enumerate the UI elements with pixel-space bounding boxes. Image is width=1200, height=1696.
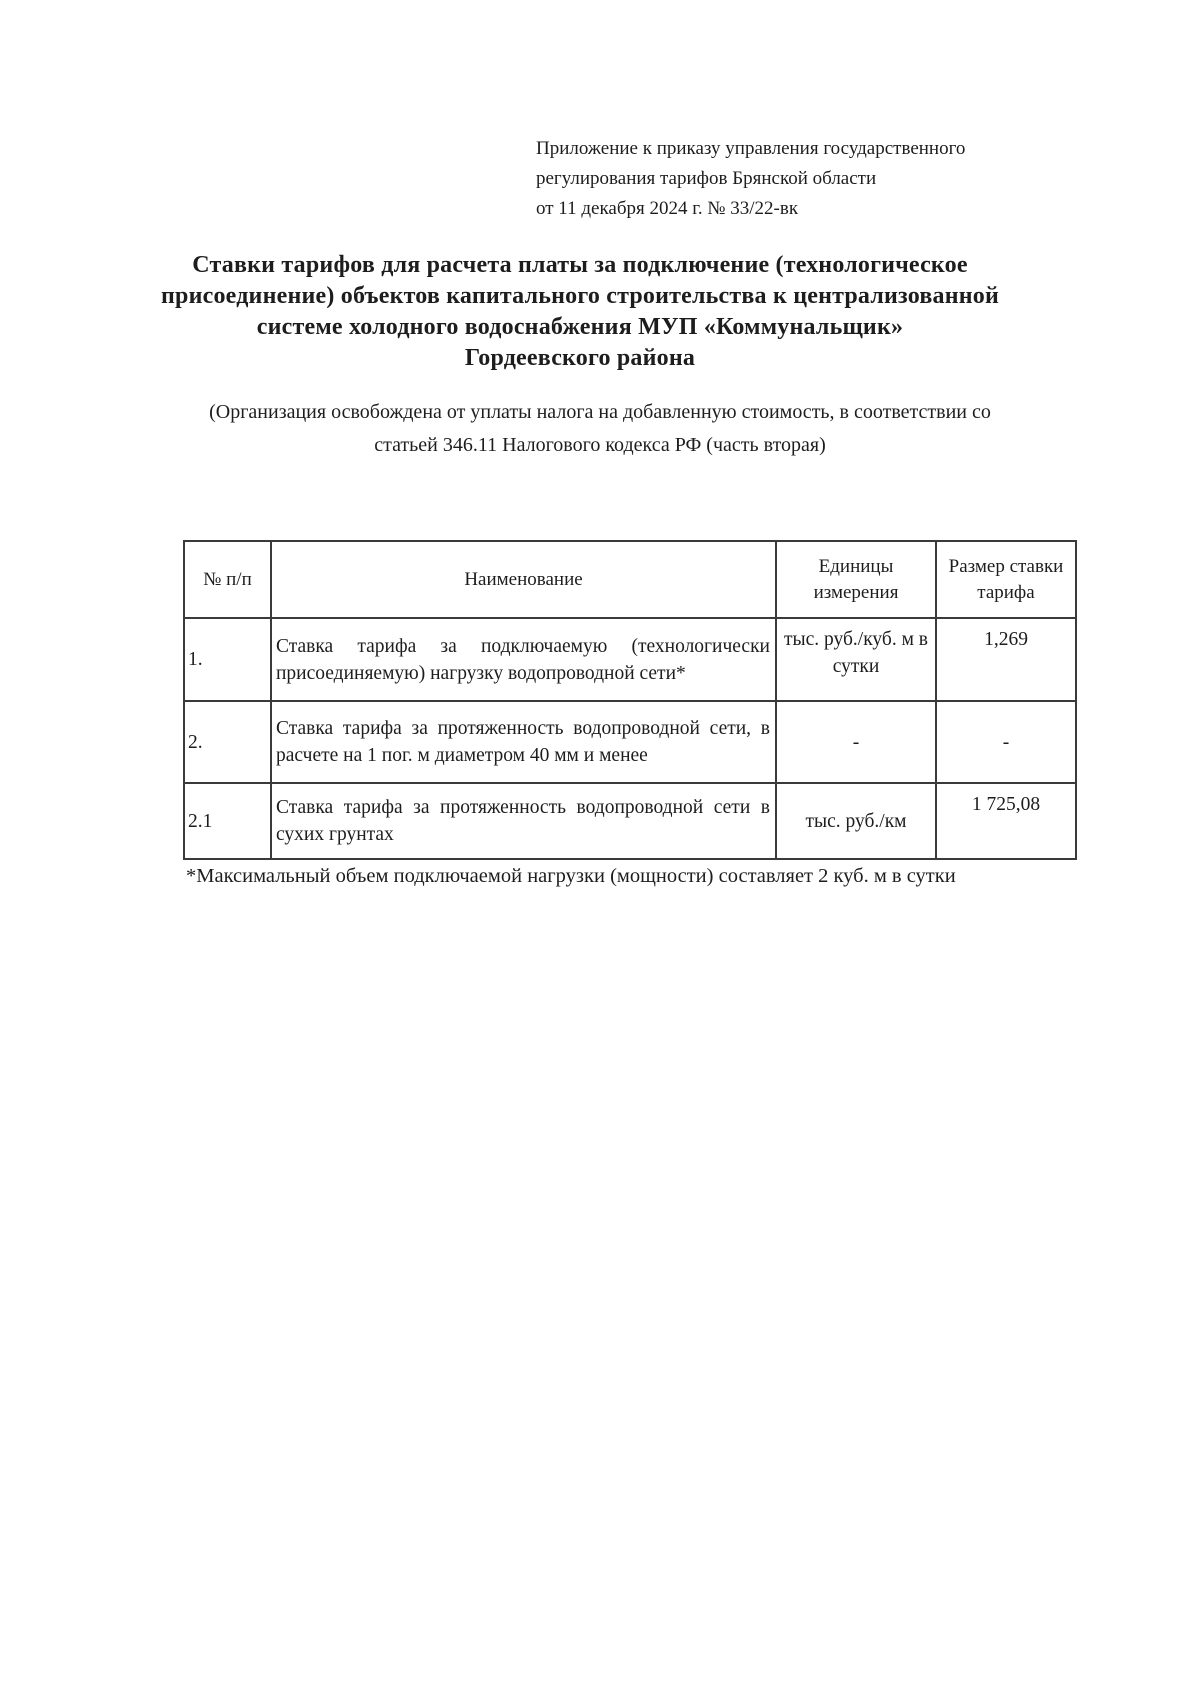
row-number: 2.1 <box>184 783 271 859</box>
row-units: тыс. руб./км <box>776 783 936 859</box>
footnote: *Максимальный объем подключаемой нагрузки (мощности) составляет 2 куб. м в сутки <box>186 865 956 887</box>
row-units: - <box>776 701 936 783</box>
document-title-line-2: присоединение) объектов капитального строительства к централизованной <box>161 283 999 309</box>
order-reference-line-1: Приложение к приказу управления государственного <box>536 138 966 159</box>
document-title-line-4: Гордеевского района <box>464 345 696 371</box>
row-number: 1. <box>184 618 271 701</box>
row-value: - <box>936 701 1076 783</box>
order-reference-line-2: регулирования тарифов Брянской области <box>536 168 877 189</box>
column-header-rate: Размер ставки тарифа <box>936 541 1076 618</box>
row-name: Ставка тарифа за подключаемую (технологически присоединяемую) нагрузку водопроводной сети* <box>271 618 776 701</box>
row-value: 1,269 <box>936 618 1076 701</box>
order-reference-line-3: от 11 декабря 2024 г. № 33/22-вк <box>536 198 799 219</box>
row-name: Ставка тарифа за протяженность водопроводной сети в сухих грунтах <box>271 783 776 859</box>
row-number: 2. <box>184 701 271 783</box>
column-header-name: Наименование <box>271 541 776 618</box>
tax-exemption-note-line-2: статьей 346.11 Налогового кодекса РФ (часть вторая) <box>374 434 826 456</box>
table-row <box>184 701 1076 783</box>
table-row <box>184 618 1076 701</box>
column-header-number: № п/п <box>184 541 271 618</box>
document-title <box>90 250 1070 374</box>
order-reference <box>536 134 965 224</box>
tariff-table <box>183 540 1077 860</box>
document-title-line-3: системе холодного водоснабжения МУП «Коммунальщик» <box>256 314 904 340</box>
row-value: 1 725,08 <box>936 783 1076 859</box>
document-title-line-1: Ставки тарифов для расчета платы за подключение (технологическое <box>192 252 968 278</box>
row-units: тыс. руб./куб. м в сутки <box>776 618 936 701</box>
column-header-units: Единицы измерения <box>776 541 936 618</box>
row-name: Ставка тарифа за протяженность водопроводной сети, в расчете на 1 пог. м диаметром 40 мм и менее <box>271 701 776 783</box>
table-row <box>184 783 1076 859</box>
tax-exemption-note-line-1: (Организация освобождена от уплаты налога на добавленную стоимость, в соответствии со <box>209 401 991 423</box>
tariff-table-header-row <box>184 541 1076 618</box>
tax-exemption-note <box>120 396 1080 462</box>
